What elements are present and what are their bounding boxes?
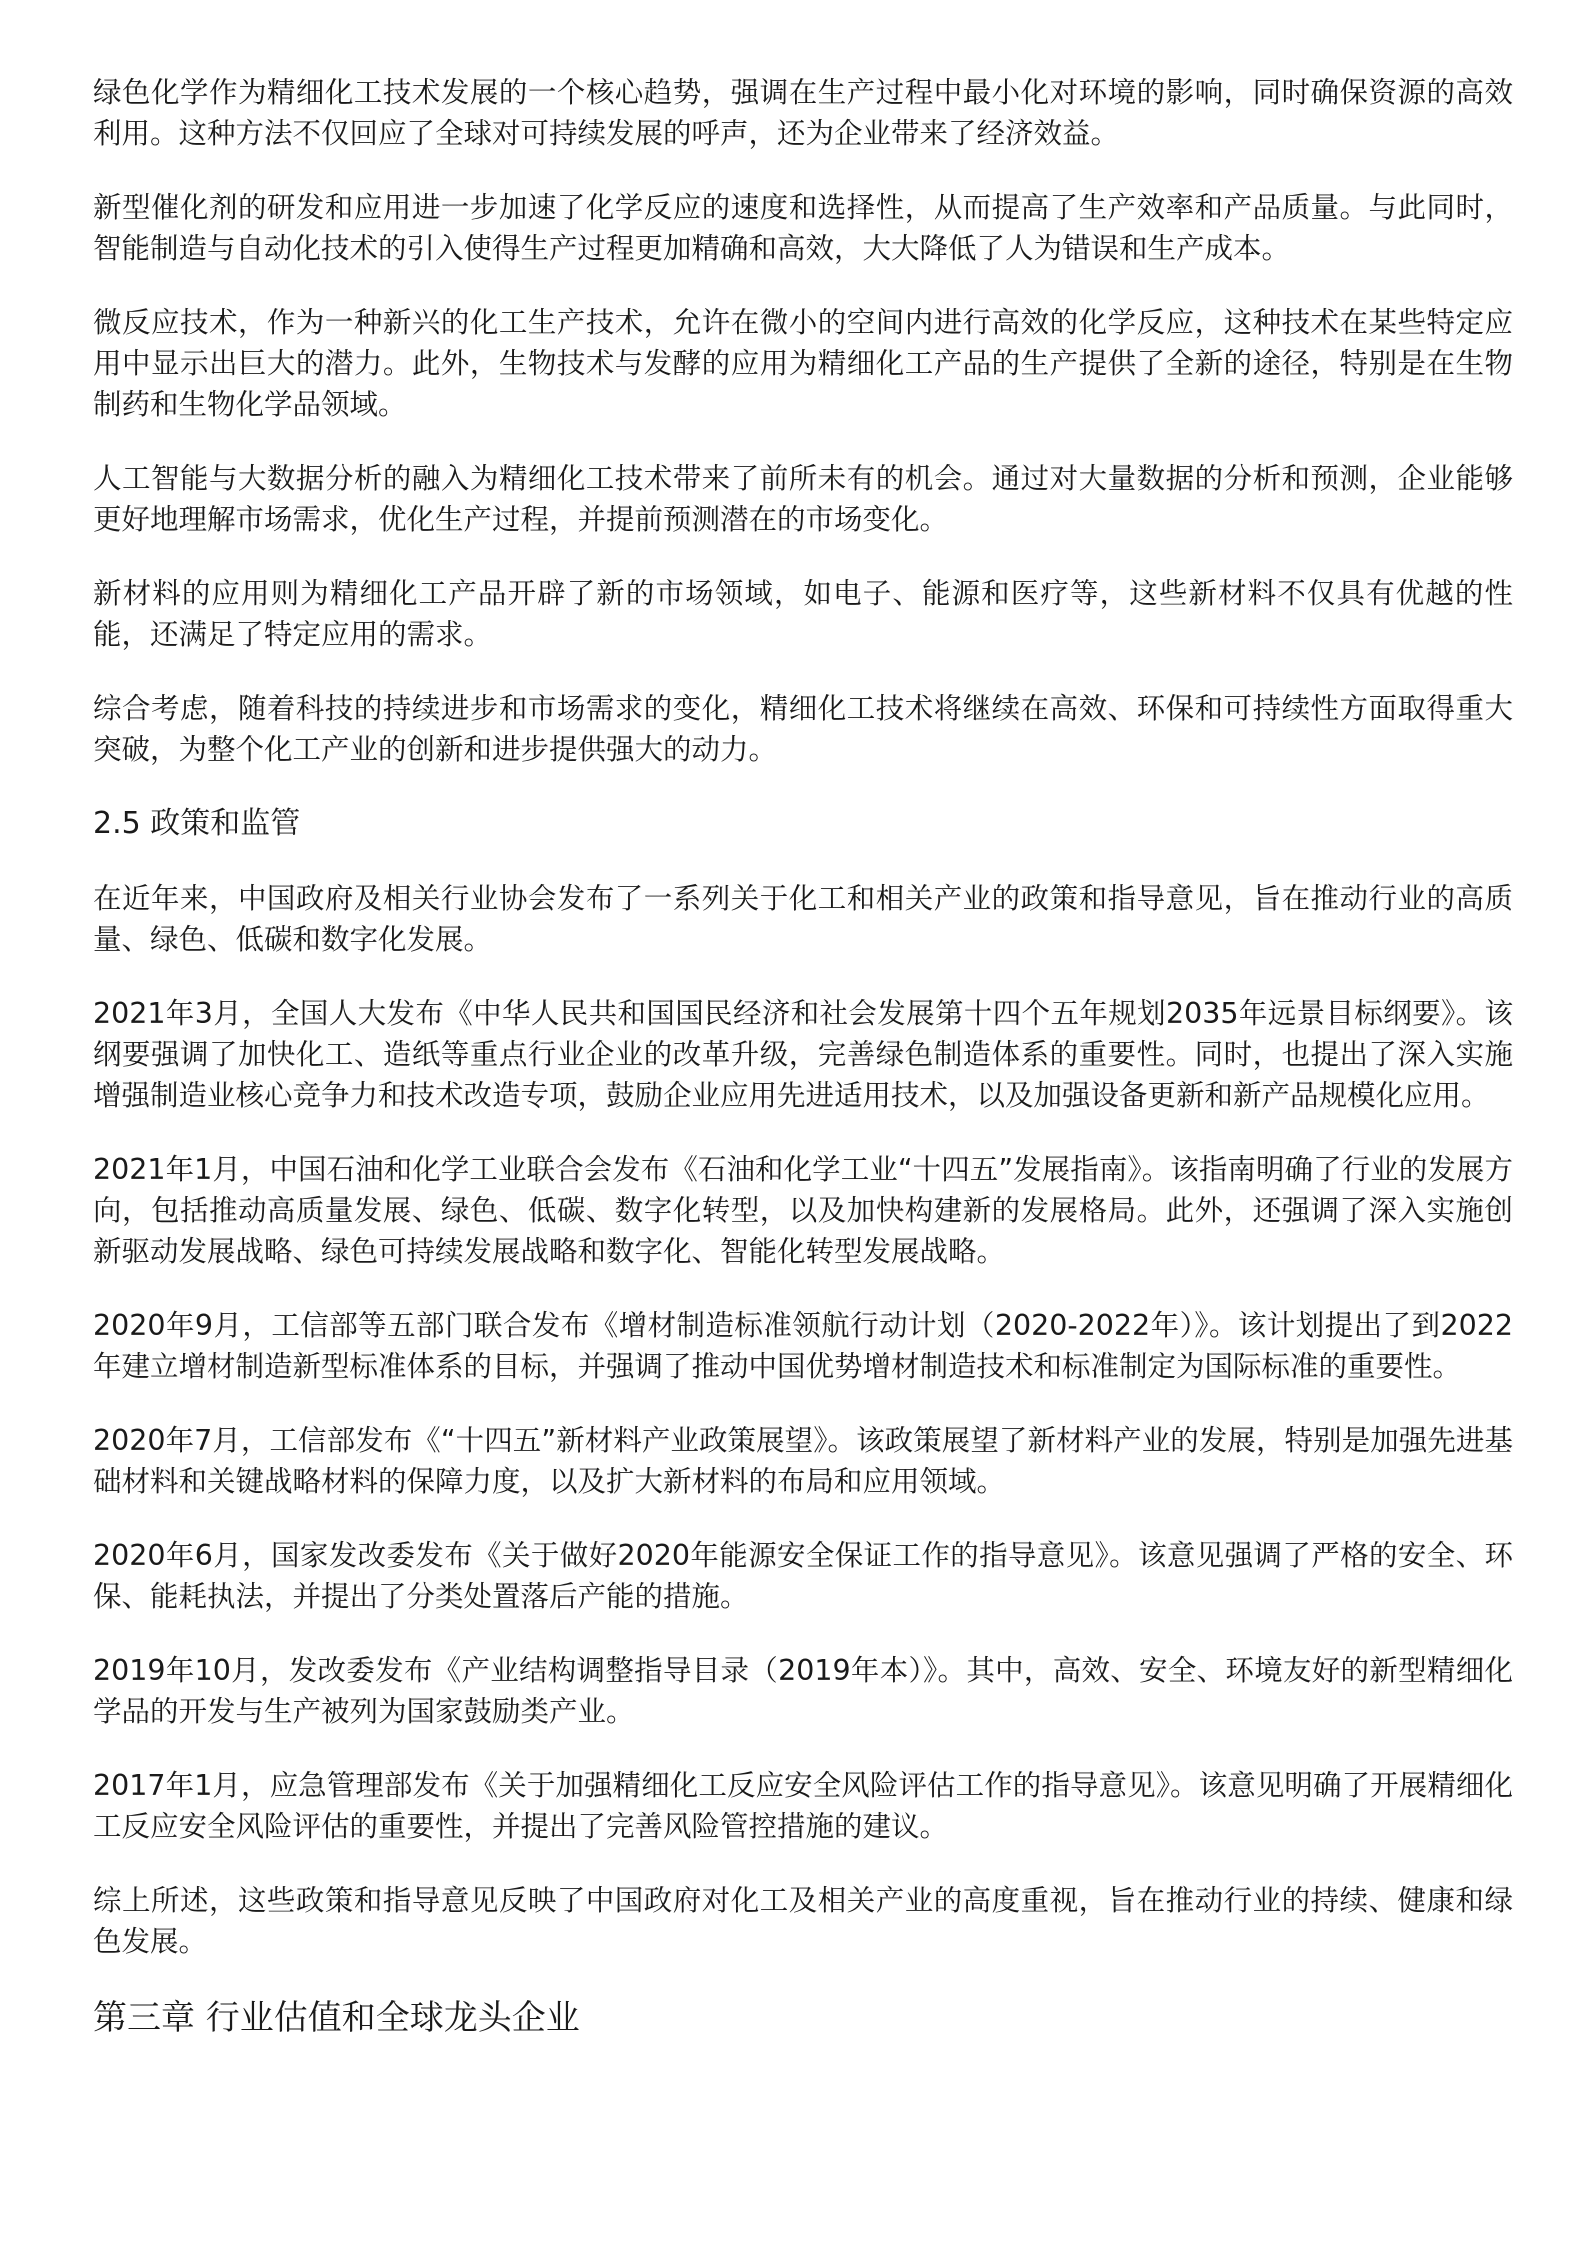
paragraph-policy-2019-10: 2019年10月，发改委发布《产业结构调整指导目录（2019年本）》。其中，高效、安全、环境友好的新型精细化学品的开发与生产被列为国家鼓励类产业。 [93, 1654, 1513, 1728]
document-page [93, 72, 1513, 2041]
chapter-heading: 第三章 行业估值和全球龙头企业 [93, 1998, 580, 2038]
paragraph-policy-2020-09: 2020年9月，工信部等五部门联合发布《增材制造标准领航行动计划（2020-2022年）》。该计划提出了到2022年建立增材制造新型标准体系的目标，并强调了推动中国优势增材制造技术和标准制定为国际标准的重要性。 [93, 1309, 1513, 1383]
paragraph-summary: 综合考虑，随着科技的持续进步和市场需求的变化，精细化工技术将继续在高效、环保和可持续性方面取得重大突破，为整个化工产业的创新和进步提供强大的动力。 [93, 692, 1513, 766]
paragraph-new-materials: 新材料的应用则为精细化工产品开辟了新的市场领域，如电子、能源和医疗等，这些新材料不仅具有优越的性能，还满足了特定应用的需求。 [93, 577, 1513, 651]
paragraph-catalysts: 新型催化剂的研发和应用进一步加速了化学反应的速度和选择性，从而提高了生产效率和产品质量。与此同时，智能制造与自动化技术的引入使得生产过程更加精确和高效，大大降低了人为错误和生产成本。 [93, 191, 1513, 265]
paragraph-micro-reaction: 微反应技术，作为一种新兴的化工生产技术，允许在微小的空间内进行高效的化学反应，这种技术在某些特定应用中显示出巨大的潜力。此外，生物技术与发酵的应用为精细化工产品的生产提供了全新的途径，特别是在生物制药和生物化学品领域。 [93, 306, 1513, 421]
paragraph-policy-2017-01: 2017年1月，应急管理部发布《关于加强精细化工反应安全风险评估工作的指导意见》。该意见明确了开展精细化工反应安全风险评估的重要性，并提出了完善风险管控措施的建议。 [93, 1769, 1513, 1843]
paragraph-ai-big-data: 人工智能与大数据分析的融入为精细化工技术带来了前所未有的机会。通过对大量数据的分析和预测，企业能够更好地理解市场需求，优化生产过程，并提前预测潜在的市场变化。 [93, 462, 1513, 536]
section-heading-policy: 2.5 政策和监管 [93, 806, 301, 841]
paragraph-policy-2020-07: 2020年7月，工信部发布《“十四五”新材料产业政策展望》。该政策展望了新材料产业的发展，特别是加强先进基础材料和关键战略材料的保障力度，以及扩大新材料的布局和应用领域。 [93, 1424, 1513, 1498]
paragraph-policy-2021-03: 2021年3月，全国人大发布《中华人民共和国国民经济和社会发展第十四个五年规划2035年远景目标纲要》。该纲要强调了加快化工、造纸等重点行业企业的改革升级，完善绿色制造体系的重要性。同时，也提出了深入实施增强制造业核心竞争力和技术改造专项，鼓励企业应用先进适用技术，以及加强设备更新和新产品规模化应用。 [93, 997, 1513, 1112]
paragraph-policy-2020-06: 2020年6月，国家发改委发布《关于做好2020年能源安全保证工作的指导意见》。该意见强调了严格的安全、环保、能耗执法，并提出了分类处置落后产能的措施。 [93, 1539, 1513, 1613]
paragraph-policy-2021-01: 2021年1月，中国石油和化学工业联合会发布《石油和化学工业“十四五”发展指南》。该指南明确了行业的发展方向，包括推动高质量发展、绿色、低碳、数字化转型，以及加快构建新的发展格局。此外，还强调了深入实施创新驱动发展战略、绿色可持续发展战略和数字化、智能化转型发展战略。 [93, 1153, 1513, 1268]
paragraph-policy-conclusion: 综上所述，这些政策和指导意见反映了中国政府对化工及相关产业的高度重视，旨在推动行业的持续、健康和绿色发展。 [93, 1884, 1513, 1958]
paragraph-policy-intro: 在近年来，中国政府及相关行业协会发布了一系列关于化工和相关产业的政策和指导意见，旨在推动行业的高质量、绿色、低碳和数字化发展。 [93, 882, 1513, 956]
paragraph-green-chemistry: 绿色化学作为精细化工技术发展的一个核心趋势，强调在生产过程中最小化对环境的影响，同时确保资源的高效利用。这种方法不仅回应了全球对可持续发展的呼声，还为企业带来了经济效益。 [93, 76, 1513, 150]
